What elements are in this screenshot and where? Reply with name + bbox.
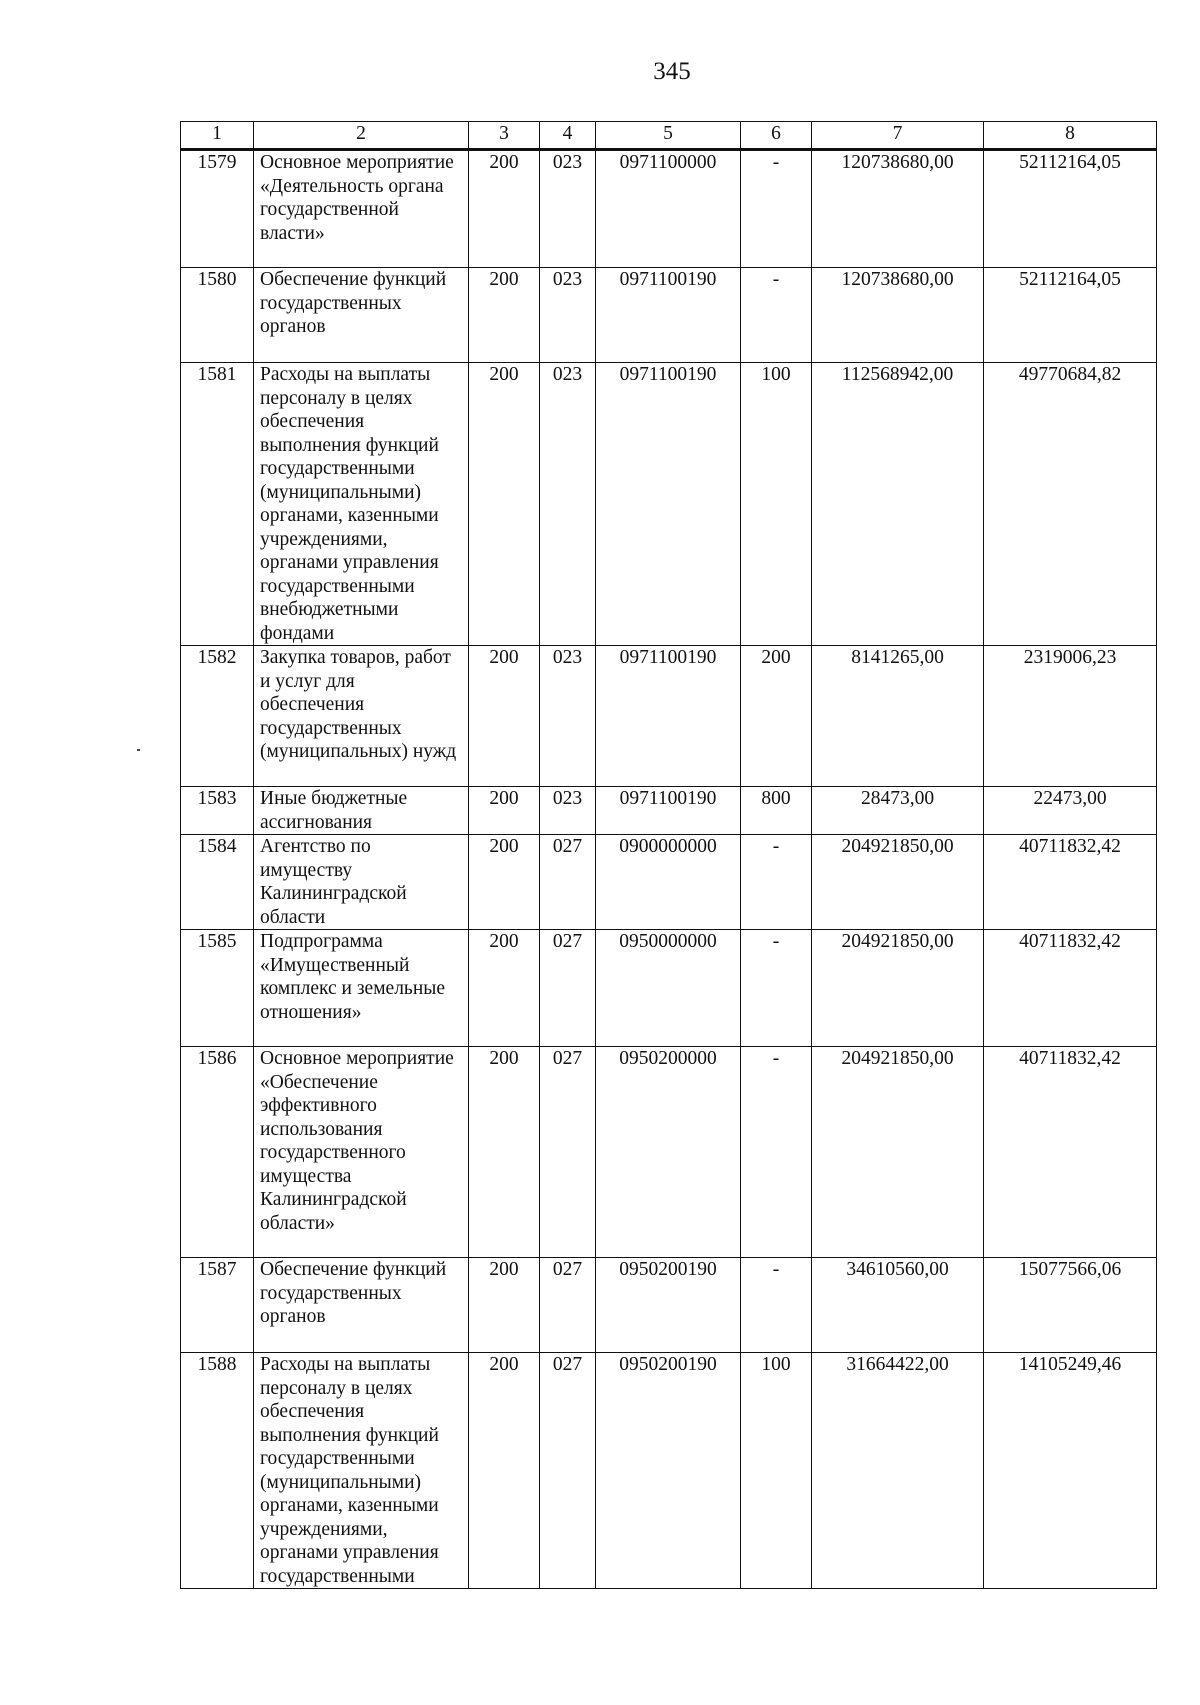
target-article-code: 0971100190	[596, 268, 741, 363]
section-code: 200	[469, 150, 540, 268]
table-row	[181, 787, 1157, 835]
table-row	[181, 930, 1157, 1047]
table-row	[181, 1047, 1157, 1258]
row-number: 1585	[181, 930, 254, 1047]
amount-planned: 204921850,00	[812, 1047, 984, 1258]
item-name: Агентство по имуществу Калининградской области	[254, 835, 469, 930]
department-code: 023	[540, 787, 596, 835]
column-header: 3	[469, 122, 540, 150]
amount-executed: 40711832,42	[984, 835, 1157, 930]
section-code: 200	[469, 268, 540, 363]
column-header: 5	[596, 122, 741, 150]
page-number: 345	[653, 58, 691, 85]
target-article-code: 0950200190	[596, 1258, 741, 1353]
target-article-code: 0950000000	[596, 930, 741, 1047]
table-row	[181, 363, 1157, 646]
department-code: 027	[540, 1353, 596, 1589]
expense-type-code: -	[741, 835, 812, 930]
amount-planned: 34610560,00	[812, 1258, 984, 1353]
amount-executed: 49770684,82	[984, 363, 1157, 646]
item-name: Обеспечение функций государственных органов	[254, 268, 469, 363]
amount-executed: 52112164,05	[984, 150, 1157, 268]
table-row	[181, 1353, 1157, 1589]
expense-type-code: -	[741, 268, 812, 363]
item-name: Основное мероприятие «Обеспечение эффективного использования государственного имущества Калининградской области»	[254, 1047, 469, 1258]
item-name: Подпрограмма «Имущественный комплекс и земельные отношения»	[254, 930, 469, 1047]
row-number: 1584	[181, 835, 254, 930]
amount-executed: 40711832,42	[984, 1047, 1157, 1258]
table-body	[181, 150, 1157, 1589]
expense-type-code: 100	[741, 363, 812, 646]
section-code: 200	[469, 835, 540, 930]
expense-type-code: 200	[741, 646, 812, 787]
item-name: Обеспечение функций государственных органов	[254, 1258, 469, 1353]
item-name: Иные бюджетные ассигнования	[254, 787, 469, 835]
row-number: 1588	[181, 1353, 254, 1589]
amount-executed: 40711832,42	[984, 930, 1157, 1047]
column-header: 6	[741, 122, 812, 150]
section-code: 200	[469, 787, 540, 835]
target-article-code: 0971100190	[596, 363, 741, 646]
row-number: 1582	[181, 646, 254, 787]
column-header: 7	[812, 122, 984, 150]
department-code: 023	[540, 363, 596, 646]
row-number: 1579	[181, 150, 254, 268]
section-code: 200	[469, 930, 540, 1047]
table-header	[181, 122, 1157, 150]
amount-planned: 28473,00	[812, 787, 984, 835]
department-code: 027	[540, 835, 596, 930]
section-code: 200	[469, 363, 540, 646]
amount-planned: 8141265,00	[812, 646, 984, 787]
target-article-code: 0971100190	[596, 787, 741, 835]
table-row	[181, 1258, 1157, 1353]
target-article-code: 0971100190	[596, 646, 741, 787]
item-name: Основное мероприятие «Деятельность органа государственной власти»	[254, 150, 469, 268]
expense-type-code: -	[741, 150, 812, 268]
amount-executed: 14105249,46	[984, 1353, 1157, 1589]
amount-planned: 204921850,00	[812, 930, 984, 1047]
table-row	[181, 646, 1157, 787]
expense-type-code: -	[741, 1258, 812, 1353]
item-name: Расходы на выплаты персоналу в целях обеспечения выполнения функций государственными (муниципальными) органами, казенными учреждениями, органами управления государственными внебюджетными фондами	[254, 363, 469, 646]
item-name: Расходы на выплаты персоналу в целях обеспечения выполнения функций государственными (муниципальными) органами, казенными учреждениями, органами управления государственными	[254, 1353, 469, 1589]
row-number: 1587	[181, 1258, 254, 1353]
section-code: 200	[469, 646, 540, 787]
section-code: 200	[469, 1047, 540, 1258]
table-row	[181, 150, 1157, 268]
target-article-code: 0900000000	[596, 835, 741, 930]
expense-type-code: 100	[741, 1353, 812, 1589]
column-header: 2	[254, 122, 469, 150]
budget-table	[180, 121, 1157, 1589]
amount-executed: 22473,00	[984, 787, 1157, 835]
amount-planned: 120738680,00	[812, 268, 984, 363]
item-name: Закупка товаров, работ и услуг для обеспечения государственных (муниципальных) нужд	[254, 646, 469, 787]
target-article-code: 0971100000	[596, 150, 741, 268]
expense-type-code: -	[741, 1047, 812, 1258]
target-article-code: 0950200190	[596, 1353, 741, 1589]
department-code: 027	[540, 1047, 596, 1258]
department-code: 023	[540, 268, 596, 363]
amount-planned: 112568942,00	[812, 363, 984, 646]
row-number: 1583	[181, 787, 254, 835]
column-header: 1	[181, 122, 254, 150]
header-row	[181, 122, 1157, 150]
column-header: 8	[984, 122, 1157, 150]
department-code: 023	[540, 150, 596, 268]
section-code: 200	[469, 1258, 540, 1353]
department-code: 027	[540, 1258, 596, 1353]
amount-executed: 52112164,05	[984, 268, 1157, 363]
amount-planned: 31664422,00	[812, 1353, 984, 1589]
department-code: 027	[540, 930, 596, 1047]
amount-executed: 15077566,06	[984, 1258, 1157, 1353]
table-row	[181, 268, 1157, 363]
expense-type-code: 800	[741, 787, 812, 835]
row-number: 1586	[181, 1047, 254, 1258]
target-article-code: 0950200000	[596, 1047, 741, 1258]
amount-planned: 204921850,00	[812, 835, 984, 930]
column-header: 4	[540, 122, 596, 150]
scan-artifact-dot	[137, 749, 140, 751]
section-code: 200	[469, 1353, 540, 1589]
row-number: 1580	[181, 268, 254, 363]
table-row	[181, 835, 1157, 930]
department-code: 023	[540, 646, 596, 787]
row-number: 1581	[181, 363, 254, 646]
amount-planned: 120738680,00	[812, 150, 984, 268]
expense-type-code: -	[741, 930, 812, 1047]
amount-executed: 2319006,23	[984, 646, 1157, 787]
